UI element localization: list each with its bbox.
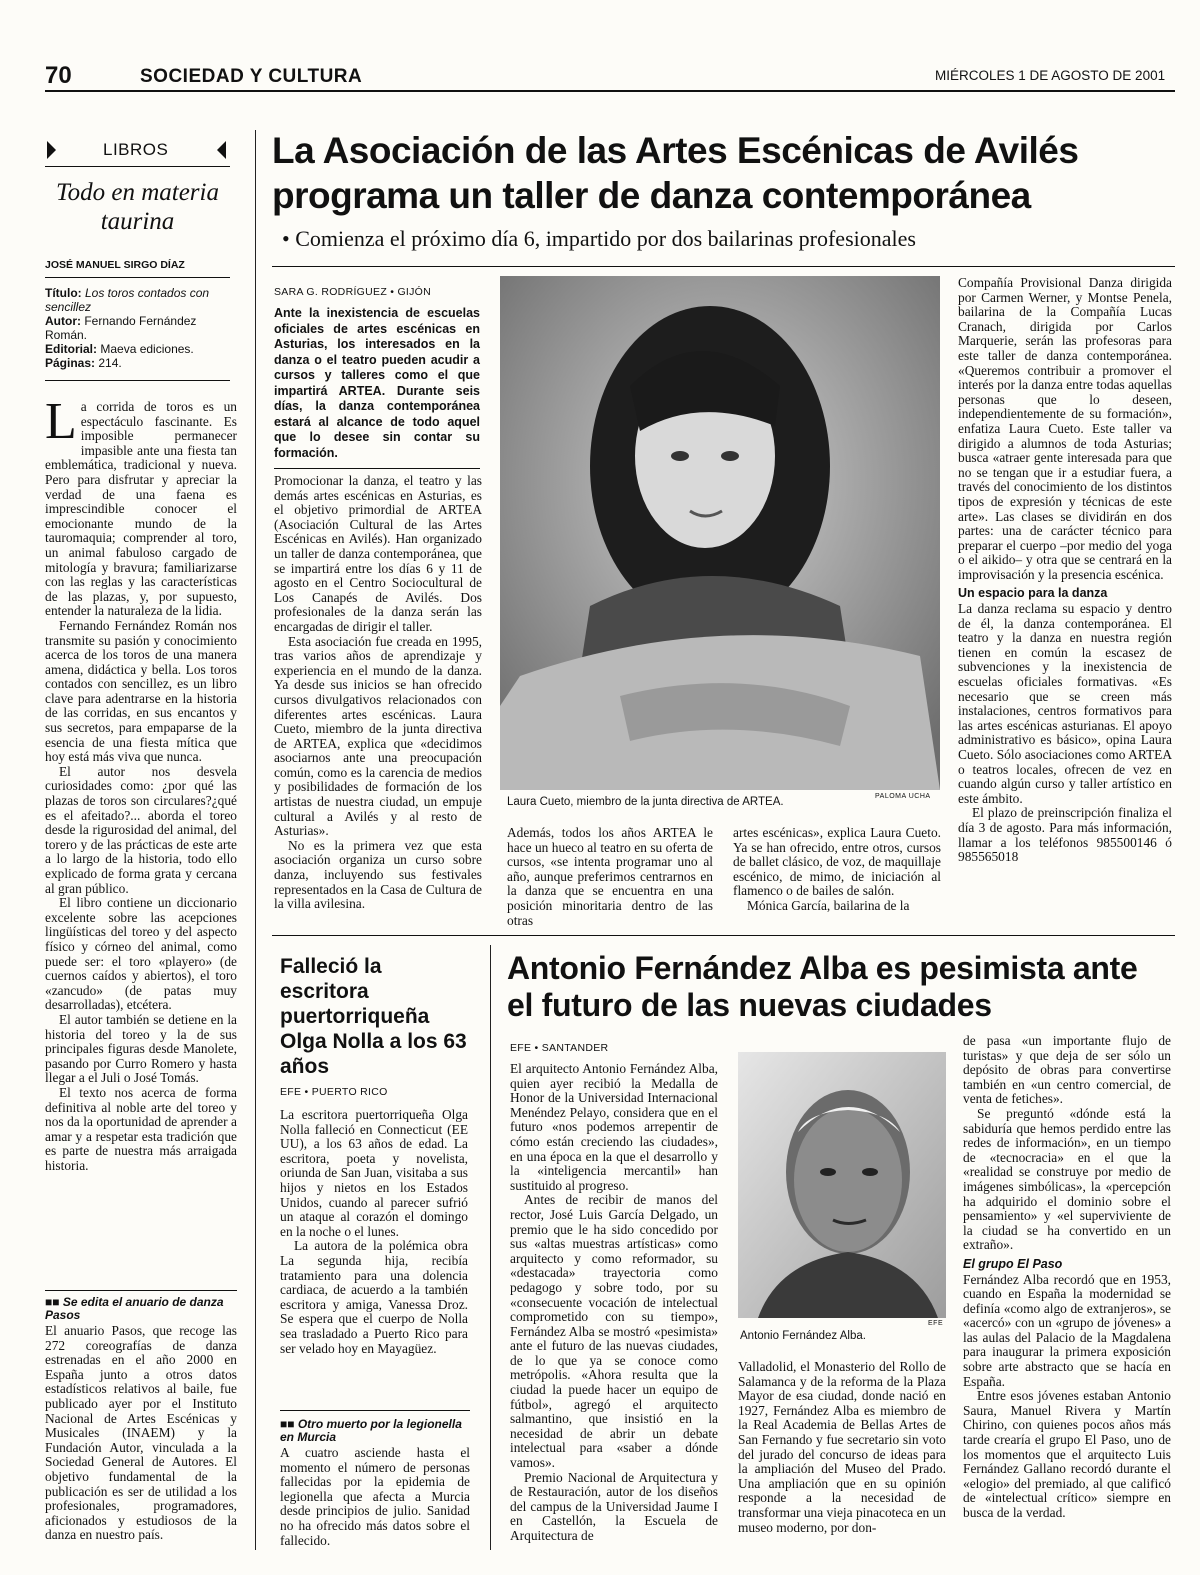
alba-col3-subhead: El grupo El Paso [963,1256,1063,1271]
brief-legionella-headline: ■■ Otro muerto por la legionella en Murcia [280,1417,462,1444]
brief-pasos [45,1296,237,1543]
main-col4-subhead: Un espacio para la danza [958,586,1108,601]
alba-paragraph: Fernández Alba recordó que en 1953, cuando en España la modernidad se definía «como algo de extranjeros», se «acercó» con un «grupo de jóvenes» a las aulas del Palacio de la Magdalena para inaugurar la primera exposición sobre arte abstracto que se hacía en España. [963,1271,1171,1389]
main-article-bottom-rule [272,935,1175,936]
legionella-rule [280,1410,470,1411]
laura-photo-caption: Laura Cueto, miembro de la junta directiva de ARTEA. [507,796,784,808]
page-number: 70 [45,62,72,89]
main-paragraph: La danza reclama su espacio y dentro de él, la danza contemporánea. El teatro y la danza en nuestra región tienen en común la escasez de subvenciones y la inexistencia de escuelas oficiales formativas. «Es necesario que se creen más instalaciones, centros formativos para las artes escénicas asturianas. El apoyo administrativo es básico», opina Laura Cueto. Sólo asociaciones como ARTEA o teatros locales, ofrecen de vez en cuando algún curso y taller artístico en este ámbito. [958,601,1172,806]
alba-col3 [963,1034,1171,1521]
books-rule-top [45,166,230,167]
nolla-paragraph: La escritora puertorriqueña Olga Nolla falleció en Connecticut (EE UU), a los 63 años de edad. La escritora, poeta y novelista, oriunda de San Juan, visitaba a sus hijos y nietos en los Estados Unidos, cuando al parecer sufrió un ataque al corazón el domingo en la noche o el lunes. [280,1107,468,1239]
laura-cueto-photo [500,276,940,790]
alba-paragraph: Se preguntó «dónde está la sabiduría que hemos perdido entre las redes de información», en un tiempo de «tecnocracia» en el que la «realidad se construye por medio de imágenes simbólicas», la «percepción ha adquirido el dominio sobre el pensamiento» y «el superviviente de la ciudad se ha convertido en un extraño». [963,1105,1171,1253]
nolla-paragraph: La autora de la polémica obra La segunda hija, recibía tratamiento para una dolencia cardiaca, de acuerdo a la también escritora y amiga, Vanessa Droz. Se espera que el cuerpo de Nolla sea trasladado a Puerto Rico para ser velado hoy en Mayagüez. [280,1238,468,1356]
square-bullet-icon: ■■ [280,1417,298,1431]
drop-cap: L [45,393,77,450]
brief-pasos-text: El anuario Pasos, que recoge las 272 coreografías de danza estrenadas en el año 2000 en España junto a otros datos estadísticos relativos al baile, fue publicado ayer por el Instituto Nacional de Artes Escénicas y Musicales (INAEM) y la Fundación Autor, vinculada a la Sociedad General de Autores. El objetivo fundamental de la publicación es ser de utilidad a los profesionales, programadores, aficionados y estudiosos de la danza en nuestro país. [45,1323,237,1543]
alba-headline: Antonio Fernández Alba es pesimista ante el futuro de las nuevas ciudades [507,950,1138,1023]
main-paragraph: artes escénicas», explica Laura Cueto. Ya se han ofrecido, entre otros, cursos de ballet clásico, de voz, de maquillaje escénico, de mimo, de iniciación al flamenco o de bailes de salón. [733,825,941,899]
alba-paragraph: Antes de recibir de manos del rector, José Luis García Delgado, un premio que le ha sido concedido por sus «altas muestras artísticas» como arquitecto y como reformador, su «destacada» trayectoria como pedagogo y sobre todo, por su «consecuente vocación de intelectual comprometido con su tiempo», Fernández Alba se mostró «pesimista» ante el futuro de las nuevas ciudades, de lo que ya se conoce como metrópolis. «Ahora resulta que la ciudad la puede hacer un equipo de fútbol», agregó el arquitecto salmantino, que insistió en la necesidad de abrir un debate intelectual para «saber a dónde vamos». [510,1192,718,1471]
alba-paragraph: de pasa «un importante flujo de turistas» y que deja de ser sólo un depósito de obras para convertirse también en «un centro comercial, de venta de fetiches». [963,1033,1171,1107]
column-divider-left [255,130,256,1550]
triangle-right-icon [47,141,56,159]
brief-legionella-text: A cuatro asciende hasta el momento el número de personas fallecidas por la epidemia de legionella que afecta a Murcia desde principios de julio. Sanidad no ha ofrecido más datos sobre el fallecido. [280,1445,470,1548]
books-paragraph: a corrida de toros es un espectáculo fascinante. Es imposible permanecer impasible ante una fiesta tan emblemática, tradicional y nueva. Pero para disfrutar y apreciar la verdad de una faena es imprescindible conocer el emocionante mundo de la tauromaquia; comprender al toro, un animal fabuloso cargado de mitología y bravura; familiarizarse con las reglas y las características de las plazas, y, por supuesto, entender la naturaleza de la lidia. [45,399,237,619]
books-detail-title: Título: Los toros contados con sencillez [45,286,210,314]
alba-col2 [738,1360,946,1535]
alba-col1 [510,1062,718,1544]
brief-legionella [280,1418,470,1548]
books-rule-bottom [45,380,230,381]
laura-photo-credit: PALOMA UCHA [875,793,931,800]
alba-paragraph: El arquitecto Antonio Fernández Alba, quien ayer recibió la Medalla de Honor de la Universidad Internacional Menéndez Pelayo, considera que en el futuro «nos podemos arrepentir de cómo están creciendo las ciudades», en una época en la que el desarrollo y la «inteligencia mercantil» han sustituido al progreso. [510,1061,718,1193]
books-title: Todo en materia taurina [56,179,219,235]
alba-byline: EFE • SANTANDER [510,1042,609,1054]
alba-paragraph: Premio Nacional de Arquitectura y de Restauración, autor de los diseños del campus de la Universidad Jaume I en Castellón, la Escuela de Arquitectura de [510,1469,718,1543]
alba-paragraph: Entre esos jóvenes estaban Antonio Saura, Manuel Rivera y Martín Chirino, con quienes pocos años más tarde crearía el grupo El Paso, uno de los momentos que el arquitecto Luis Fernández Gallano recordó durante el «elogio» del premiado, al que calificó de «intelectual crítico» siempre en busca de la verdad. [963,1388,1171,1520]
books-author: JOSÉ MANUEL SIRGO DÍAZ [45,259,185,271]
main-paragraph: Esta asociación fue creada en 1995, tras varios años de aprendizaje y experiencia en el mundo de la danza. Ya desde sus inicios se han ofrecido cursos divulgativos relacionados con diferentes artes escénicas. Laura Cueto, miembro de la junta directiva de ARTEA, explica que «decidimos asociarnos ante una preocupación común, como es la carencia de medios y posibilidades de formación de los artistas de nuestra ciudad, un empuje cultural a Avilés y al resto de Asturias». [274,633,482,839]
alba-portrait [738,1052,946,1318]
main-byline: SARA G. RODRÍGUEZ • GIJÓN [274,286,432,298]
nolla-headline: Falleció la escritora puertorriqueña Olga Nolla a los 63 años [280,955,467,1078]
main-paragraph: Promocionar la danza, el teatro y las demás artes escénicas en Asturias, es el objetivo primordial de ARTEA (Asociación Cultural de las Artes Escénicas en Avilés). Han organizado un taller de danza contemporánea, que se impartirá entre los días 6 y 11 de agosto en el Centro Sociocultural de Los Canapés de Avilés. Dos profesionales de la danza serán las encargadas de dirigir el taller. [274,473,482,634]
books-detail-publisher: Editorial: Maeva ediciones. [45,342,194,356]
laura-cueto-portrait [500,276,940,790]
alba-photo [738,1052,946,1318]
main-paragraph: Compañía Provisional Danza dirigida por Carmen Werner, y Montse Penela, bailarina de la Compañía Lucas Cranach, dirigida por Carlos Marquerie, serán las profesoras para este taller de danza contemporánea. «Queremos contribuir a promover el interés por la danza entre todas aquellas personas que lo deseen, independientemente de su formación», enfatiza Laura Cueto. Este taller va dirigido a alumnos de toda Asturias; busca «atraer gente interesada para que no se tengan que ir a estudiar fuera, a través del conocimiento de los distintos tipos de expresión y técnicas de este arte». Las clases se dividirán en dos partes: una de carácter técnico para preparar el cuerpo –por medio del yoga o el aikido– y otra que se centrará en la improvisación y la presencia escénica. [958,275,1172,582]
main-paragraph: No es la primera vez que esta asociación organiza un curso sobre danza, incluyendo sus festivales representados en la Casa de Cultura de la villa avilesina. [274,837,482,912]
main-paragraph: Además, todos los años ARTEA le hace un hueco al teatro en su oferta de cursos, «se intenta programar uno al año, aunque preferimos centrarnos en la danza que se encuentra en una posición minoritaria dentro de las otras [507,825,713,928]
books-paragraph: El libro contiene un diccionario excelente sobre las acepciones lingüísticas del toreo y del aspecto físico y córneo del animal, como puede ser: el toro «playero» (de cuernos caídos y abiertos), el toro «zancudo» (de patas muy desarrolladas), etcétera. [45,895,237,1013]
main-col3 [733,826,941,914]
main-col4 [958,276,1172,865]
books-paragraph: Fernando Fernández Román nos transmite su pasión y conocimiento acerca de los toros de una manera amena, didáctica y bella. Los toros contados con sencillez, es un libro clave para adentrarse en la historia de las corridas, en sus encantos y sus secretos, para empaparse de la esencia de una fiesta mítica que hoy está más viva que nunca. [45,617,237,765]
books-paragraph: El autor también se detiene en la historia del toreo y la de sus principales figuras desde Manolete, pasando por Curro Romero y hasta llegar a el Juli o José Tomás. [45,1011,237,1086]
main-paragraph: Mónica García, bailarina de la [747,897,910,913]
main-col2 [507,826,713,928]
books-review-body [45,393,237,1173]
main-subhead-rule [272,266,1175,267]
page-date: MIÉRCOLES 1 DE AGOSTO DE 2001 [935,68,1166,83]
pasos-rule [45,1290,237,1291]
books-detail-author: Autor: Fernando Fernández Román. [45,314,197,342]
books-rule-mid [45,277,230,278]
books-paragraph: El texto nos acerca de forma definitiva al noble arte del toreo y nos da la oportunidad de aprender a amar y a respetar esta tradición que es parte de nuestra más arraigada historia. [45,1084,237,1173]
main-lead: Ante la inexistencia de escuelas oficiales de artes escénicas en Asturias, los interesados en la danza o el teatro pueden acudir a cursos y talleres como el que impartirá ARTEA. Durante seis días, la danza contemporánea estará al alcance de todo aquel que lo desee sin contar su formación. [274,306,480,460]
main-paragraph: El plazo de preinscripción finaliza el día 3 de agosto. Para más información, llamar a los teléfonos 985500146 ó 985565018 [958,805,1172,865]
header-rule [45,90,1175,92]
main-headline: La Asociación de las Artes Escénicas de Avilés programa un taller de danza contemporánea [272,130,1079,216]
brief-pasos-headline: ■■ Se edita el anuario de danza Pasos [45,1295,224,1322]
nolla-body [280,1108,468,1356]
main-subhead: • Comienza el próximo día 6, impartido por dos bailarinas profesionales [282,226,916,251]
alba-photo-caption: Antonio Fernández Alba. [740,1330,866,1342]
square-bullet-icon: ■■ [45,1295,63,1309]
books-section-label [45,138,230,162]
section-title: SOCIEDAD Y CULTURA [140,66,363,87]
nolla-byline: EFE • PUERTO RICO [280,1086,388,1098]
main-lead-rule [274,468,480,469]
books-paragraph: El autor nos desvela curiosidades como: ¿por qué las plazas de toros son circulares?¿qué es el afeitado?... aborda el toreo desde la rigurosidad del animal, del torero y de las prácticas de este arte a lo largo de la historia, todo ello explicado de forma grata y cercana al gran público. [45,763,237,896]
books-details [45,286,230,370]
triangle-left-icon [217,141,226,159]
column-divider-center [490,945,491,1550]
books-label-text: LIBROS [103,140,169,159]
books-detail-pages: Páginas: 214. [45,356,122,370]
alba-photo-credit: EFE [928,1320,944,1327]
alba-paragraph: Valladolid, el Monasterio del Rollo de Salamanca y de la reforma de la Plaza Mayor de esa ciudad, donde nació en 1927, Fernández Alba es miembro de la Real Academia de Bellas Artes de San Fernando y fue secretario sin voto del jurado del concurso de ideas para la ampliación del Museo del Prado. Una ampliación que en su opinión responde a la necesidad de transformar una vieja pinacoteca en un museo moderno, por don- [738,1359,946,1535]
main-col1 [274,474,482,912]
